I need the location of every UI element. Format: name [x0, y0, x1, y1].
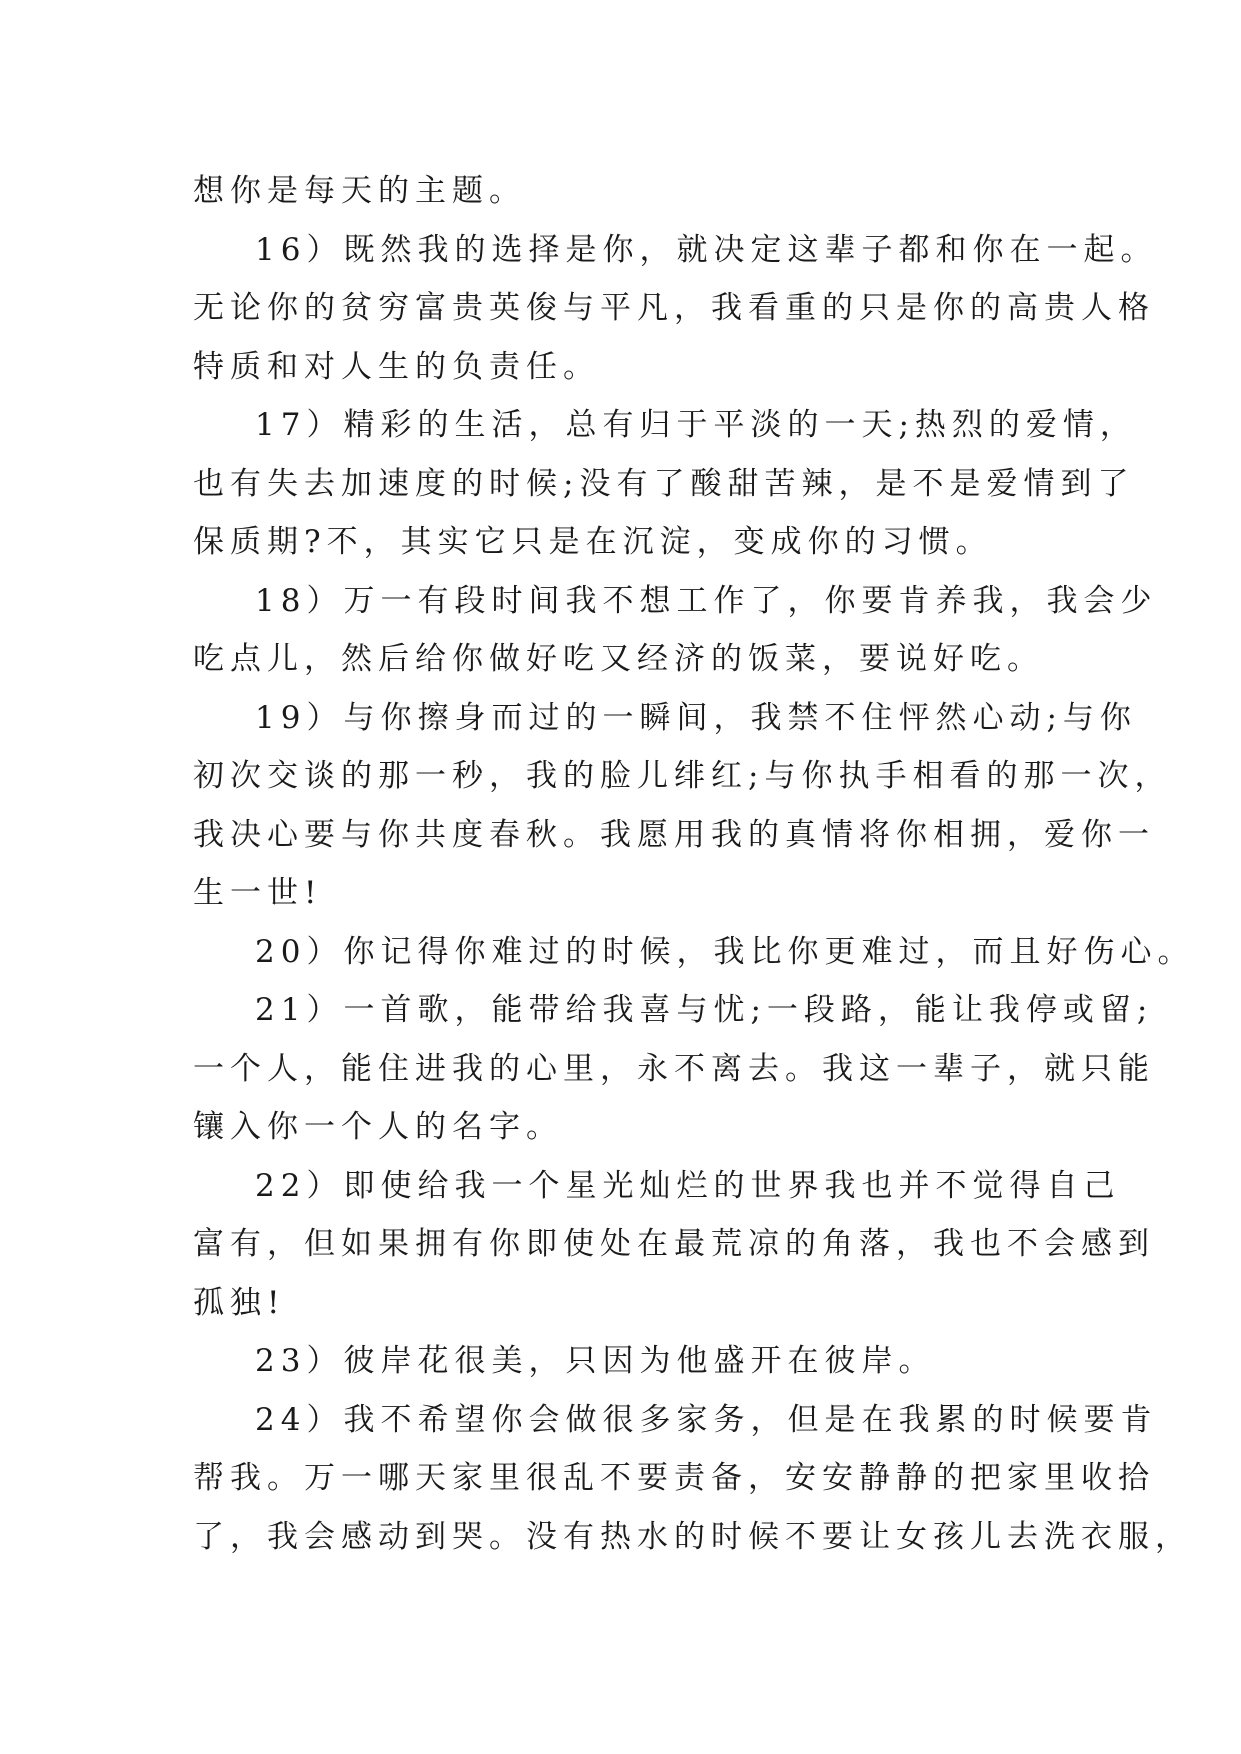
paragraph-line: 24）我不希望你会做很多家务，但是在我累的时候要肯	[255, 1401, 1158, 1438]
paragraph-line: 20）你记得你难过的时候，我比你更难过，而且好伤心。	[255, 933, 1195, 970]
paragraph-line: 了，我会感动到哭。没有热水的时候不要让女孩儿去洗衣服，	[193, 1518, 1192, 1555]
paragraph-line: 一个人，能住进我的心里，永不离去。我这一辈子，就只能	[193, 1050, 1155, 1087]
paragraph-line: 17）精彩的生活，总有归于平淡的一天;热烈的爱情，	[255, 407, 1137, 443]
paragraph-line: 特质和对人生的负责任。	[193, 348, 600, 385]
paragraph-line: 16）既然我的选择是你，就决定这辈子都和你在一起。	[255, 231, 1158, 268]
paragraph-line: 22）即使给我一个星光灿烂的世界我也并不觉得自己	[255, 1167, 1121, 1204]
paragraph-line: 也有失去加速度的时候;没有了酸甜苦辣，是不是爱情到了	[193, 465, 1135, 502]
paragraph-line: 吃点儿，然后给你做好吃又经济的饭菜，要说好吃。	[193, 641, 1044, 677]
paragraph-line: 孤独!	[193, 1284, 286, 1321]
document-body	[193, 162, 1195, 1566]
paragraph-line: 18）万一有段时间我不想工作了，你要肯养我，我会少	[255, 582, 1158, 619]
paragraph-line: 无论你的贫穷富贵英俊与平凡，我看重的只是你的高贵人格	[193, 290, 1155, 326]
paragraph-line: 想你是每天的主题。	[193, 173, 526, 209]
paragraph-line: 21）一首歌，能带给我喜与忧;一段路，能让我停或留;	[255, 992, 1154, 1028]
paragraph-line: 初次交谈的那一秒，我的脸儿绯红;与你执手相看的那一次，	[193, 758, 1172, 794]
paragraph-line: 保质期?不，其实它只是在沉淀，变成你的习惯。	[193, 524, 993, 560]
paragraph-line: 帮我。万一哪天家里很乱不要责备，安安静静的把家里收拾	[193, 1460, 1155, 1496]
paragraph-line: 富有，但如果拥有你即使处在最荒凉的角落，我也不会感到	[193, 1226, 1155, 1262]
paragraph-line: 生一世!	[193, 875, 323, 911]
paragraph-line: 我决心要与你共度春秋。我愿用我的真情将你相拥，爱你一	[193, 816, 1155, 853]
paragraph-line: 镶入你一个人的名字。	[193, 1109, 563, 1145]
paragraph-line: 19）与你擦身而过的一瞬间，我禁不住怦然心动;与你	[255, 699, 1137, 736]
paragraph-line: 23）彼岸花很美，只因为他盛开在彼岸。	[255, 1343, 936, 1379]
